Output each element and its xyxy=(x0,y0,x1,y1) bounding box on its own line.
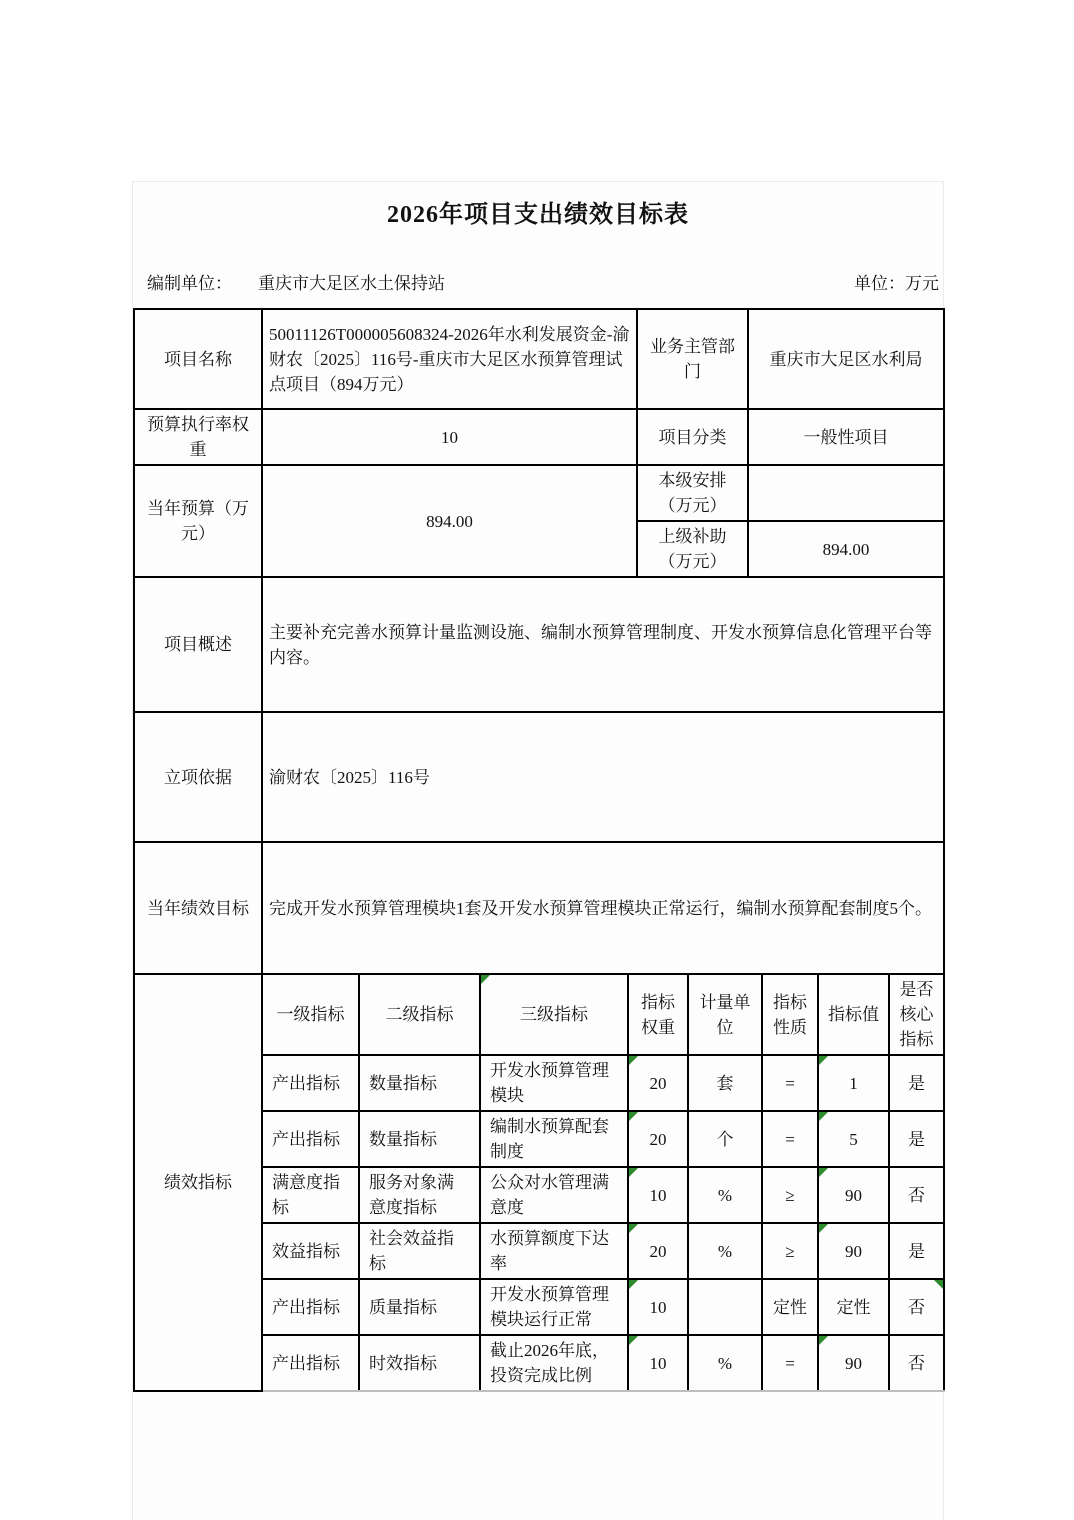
overview-label: 项目概述 xyxy=(134,577,262,712)
level1-cell: 满意度指标 xyxy=(262,1167,359,1223)
page-title: 2026年项目支出绩效目标表 xyxy=(387,202,689,228)
project-name-row xyxy=(134,309,944,409)
core-cell: 是 xyxy=(889,1223,944,1279)
basis-value: 渝财农〔2025〕116号 xyxy=(262,712,944,842)
unit-cell xyxy=(688,1279,762,1335)
value-cell: 90 xyxy=(818,1335,889,1391)
excel-flag-icon xyxy=(629,1056,638,1065)
core-cell: 否 xyxy=(889,1279,944,1335)
excel-flag-icon xyxy=(629,1336,638,1345)
weight-cell: 20 xyxy=(628,1223,688,1279)
nature-cell: ≥ xyxy=(762,1167,818,1223)
level3-cell: 开发水预算管理模块 xyxy=(480,1055,628,1111)
level3-cell: 水预算额度下达率 xyxy=(480,1223,628,1279)
header-value: 指标值 xyxy=(818,974,889,1055)
dept-value: 重庆市大足区水利局 xyxy=(748,309,944,409)
budget-exec-weight-label: 预算执行率权重 xyxy=(134,409,262,465)
document-page xyxy=(132,181,944,1520)
excel-flag-icon xyxy=(629,1168,638,1177)
project-name-value: 50011126T000005608324-2026年水利发展资金-渝财农〔2025〕116号-重庆市大足区水预算管理试点项目（894万元） xyxy=(262,309,637,409)
budget-exec-weight-value: 10 xyxy=(262,409,637,465)
weight-cell: 10 xyxy=(628,1279,688,1335)
core-cell: 否 xyxy=(889,1335,944,1391)
level2-cell: 质量指标 xyxy=(359,1279,480,1335)
value-cell: 定性 xyxy=(818,1279,889,1335)
unit-cell: % xyxy=(688,1167,762,1223)
unit-cell: % xyxy=(688,1335,762,1391)
level2-cell: 服务对象满意度指标 xyxy=(359,1167,480,1223)
budget-weight-row xyxy=(134,409,944,465)
overview-row xyxy=(134,577,944,712)
level1-cell: 产出指标 xyxy=(262,1279,359,1335)
annual-goal-row xyxy=(134,842,944,974)
weight-cell: 10 xyxy=(628,1167,688,1223)
dept-label: 业务主管部门 xyxy=(637,309,748,409)
level1-cell: 效益指标 xyxy=(262,1223,359,1279)
level3-cell: 开发水预算管理模块运行正常 xyxy=(480,1279,628,1335)
level3-cell: 截止2026年底，投资完成比例 xyxy=(480,1335,628,1391)
excel-flag-icon xyxy=(819,1336,828,1345)
excel-flag-icon xyxy=(629,1224,638,1233)
unit-label: 单位：万元 xyxy=(854,274,939,293)
level3-cell: 编制水预算配套制度 xyxy=(480,1111,628,1167)
weight-cell: 20 xyxy=(628,1111,688,1167)
weight-cell: 10 xyxy=(628,1335,688,1391)
project-class-value: 一般性项目 xyxy=(748,409,944,465)
unit-cell: 套 xyxy=(688,1055,762,1111)
info-line xyxy=(147,272,939,296)
header-nature: 指标性质 xyxy=(762,974,818,1055)
superior-subsidy-label: 上级补助（万元） xyxy=(637,521,748,577)
value-cell: 1 xyxy=(818,1055,889,1111)
prepared-by-label: 编制单位： xyxy=(147,274,232,293)
annual-goal-label: 当年绩效目标 xyxy=(134,842,262,974)
unit-cell: % xyxy=(688,1223,762,1279)
superior-subsidy-value: 894.00 xyxy=(748,521,944,577)
project-info-table xyxy=(133,308,945,975)
excel-flag-icon xyxy=(819,1112,828,1121)
project-name-label: 项目名称 xyxy=(134,309,262,409)
excel-flag-icon xyxy=(934,1280,943,1289)
overview-value: 主要补充完善水预算计量监测设施、编制水预算管理制度、开发水预算信息化管理平台等内容。 xyxy=(262,577,944,712)
excel-flag-icon xyxy=(481,975,490,984)
excel-flag-icon xyxy=(819,1224,828,1233)
annual-budget-label: 当年预算（万元） xyxy=(134,465,262,577)
level1-cell: 产出指标 xyxy=(262,1111,359,1167)
prepared-by-value: 重庆市大足区水土保持站 xyxy=(258,274,445,293)
basis-label: 立项依据 xyxy=(134,712,262,842)
basis-row xyxy=(134,712,944,842)
level2-cell: 数量指标 xyxy=(359,1111,480,1167)
nature-cell: 定性 xyxy=(762,1279,818,1335)
value-cell: 90 xyxy=(818,1223,889,1279)
core-cell: 是 xyxy=(889,1055,944,1111)
excel-flag-icon xyxy=(819,1056,828,1065)
nature-cell: = xyxy=(762,1111,818,1167)
level2-cell: 社会效益指标 xyxy=(359,1223,480,1279)
annual-budget-value: 894.00 xyxy=(262,465,637,577)
project-class-label: 项目分类 xyxy=(637,409,748,465)
indicator-table xyxy=(133,973,945,1392)
header-weight: 指标权重 xyxy=(628,974,688,1055)
level3-cell: 公众对水管理满意度 xyxy=(480,1167,628,1223)
weight-cell: 20 xyxy=(628,1055,688,1111)
local-arrangement-value xyxy=(748,465,944,521)
excel-flag-icon xyxy=(629,1112,638,1121)
indicator-section-label: 绩效指标 xyxy=(134,974,262,1391)
annual-budget-row xyxy=(134,465,944,521)
excel-flag-icon xyxy=(819,1168,828,1177)
core-cell: 否 xyxy=(889,1167,944,1223)
unit-cell: 个 xyxy=(688,1111,762,1167)
local-arrangement-label: 本级安排（万元） xyxy=(637,465,748,521)
annual-goal-value: 完成开发水预算管理模块1套及开发水预算管理模块正常运行，编制水预算配套制度5个。 xyxy=(262,842,944,974)
nature-cell: ≥ xyxy=(762,1223,818,1279)
header-level2: 二级指标 xyxy=(359,974,480,1055)
value-cell: 90 xyxy=(818,1167,889,1223)
level2-cell: 数量指标 xyxy=(359,1055,480,1111)
header-level3: 三级指标 xyxy=(480,974,628,1055)
value-cell: 5 xyxy=(818,1111,889,1167)
level1-cell: 产出指标 xyxy=(262,1055,359,1111)
nature-cell: = xyxy=(762,1055,818,1111)
header-unit: 计量单位 xyxy=(688,974,762,1055)
header-core: 是否核心指标 xyxy=(889,974,944,1055)
nature-cell: = xyxy=(762,1335,818,1391)
level1-cell: 产出指标 xyxy=(262,1335,359,1391)
indicator-header-row xyxy=(134,974,944,1055)
excel-flag-icon xyxy=(629,1280,638,1289)
core-cell: 是 xyxy=(889,1111,944,1167)
level2-cell: 时效指标 xyxy=(359,1335,480,1391)
header-level1: 一级指标 xyxy=(262,974,359,1055)
